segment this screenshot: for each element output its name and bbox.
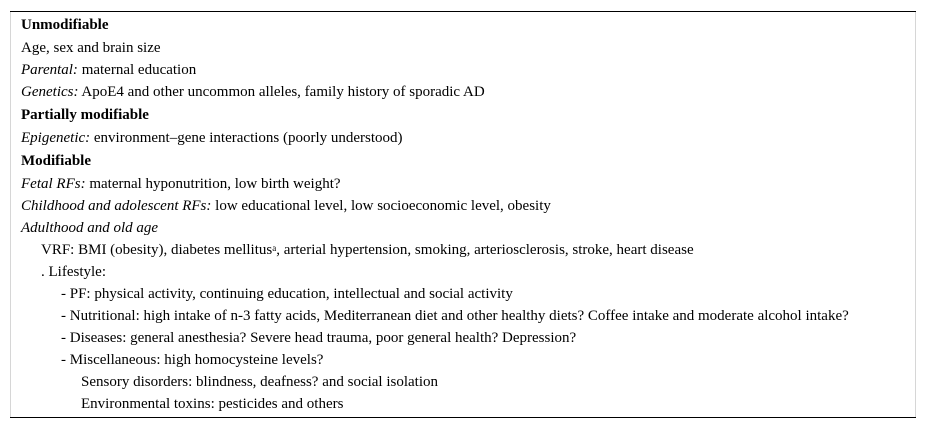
row-miscellaneous	[61, 350, 323, 370]
row-text: Age, sex and brain size	[21, 40, 161, 56]
row-childhood	[21, 196, 551, 216]
row-adulthood	[21, 218, 158, 238]
table-left-border	[10, 12, 11, 417]
row-label: Parental:	[21, 62, 78, 78]
row-text: maternal hyponutrition, low birth weight?	[85, 176, 341, 192]
row-text: low educational level, low socioeconomic level, obesity	[211, 198, 551, 214]
table-right-border	[915, 12, 916, 417]
row-label: Epigenetic:	[21, 130, 91, 146]
row-lifestyle	[41, 262, 106, 282]
row-label: Genetics:	[21, 84, 79, 100]
section-heading-modifiable: Modifiable	[21, 153, 91, 169]
row-text: Sensory disorders: blindness, deafness? and social isolation	[81, 374, 439, 390]
row-vrf	[41, 240, 694, 260]
footnote-marker: a	[272, 243, 277, 253]
row-text: - Nutritional: high intake of n-3 fatty acids, Mediterranean diet and other healthy diets? Coffee intake and moderate alcohol intake?	[61, 308, 849, 324]
row-sensory	[81, 372, 438, 392]
row-label: Childhood and adolescent RFs:	[21, 198, 212, 214]
row-text: environment–gene interactions (poorly understood)	[90, 130, 403, 146]
row-fetal	[21, 174, 341, 194]
row-text: - Miscellaneous: high homocysteine levels?	[61, 352, 324, 368]
row-label: Fetal RFs:	[21, 176, 86, 192]
section-heading-unmodifiable: Unmodifiable	[21, 17, 109, 33]
row-text: Environmental toxins: pesticides and others	[81, 396, 344, 412]
row-text: maternal education	[77, 62, 197, 78]
row-text: VRF: BMI (obesity), diabetes mellitus	[41, 242, 273, 258]
row-text-continued: , arterial hypertension, smoking, arteriosclerosis, stroke, heart disease	[276, 242, 694, 258]
row-parental	[21, 60, 196, 80]
row-diseases	[61, 328, 576, 348]
row-text: - PF: physical activity, continuing education, intellectual and social activity	[61, 286, 513, 302]
row-toxins	[81, 394, 343, 414]
risk-factors-table	[10, 11, 916, 418]
row-epigenetic	[21, 128, 403, 148]
row-pf	[61, 284, 513, 304]
row-nutritional	[61, 306, 849, 326]
row-label: Adulthood and old age	[21, 220, 159, 236]
row-genetics	[21, 82, 485, 102]
section-heading-partially-modifiable: Partially modifiable	[21, 107, 149, 123]
row-text: - Diseases: general anesthesia? Severe head trauma, poor general health? Depression?	[61, 330, 577, 346]
row-text: ApoE4 and other uncommon alleles, family history of sporadic AD	[78, 84, 485, 100]
row-age-sex	[21, 38, 161, 58]
row-text: . Lifestyle:	[41, 264, 106, 280]
